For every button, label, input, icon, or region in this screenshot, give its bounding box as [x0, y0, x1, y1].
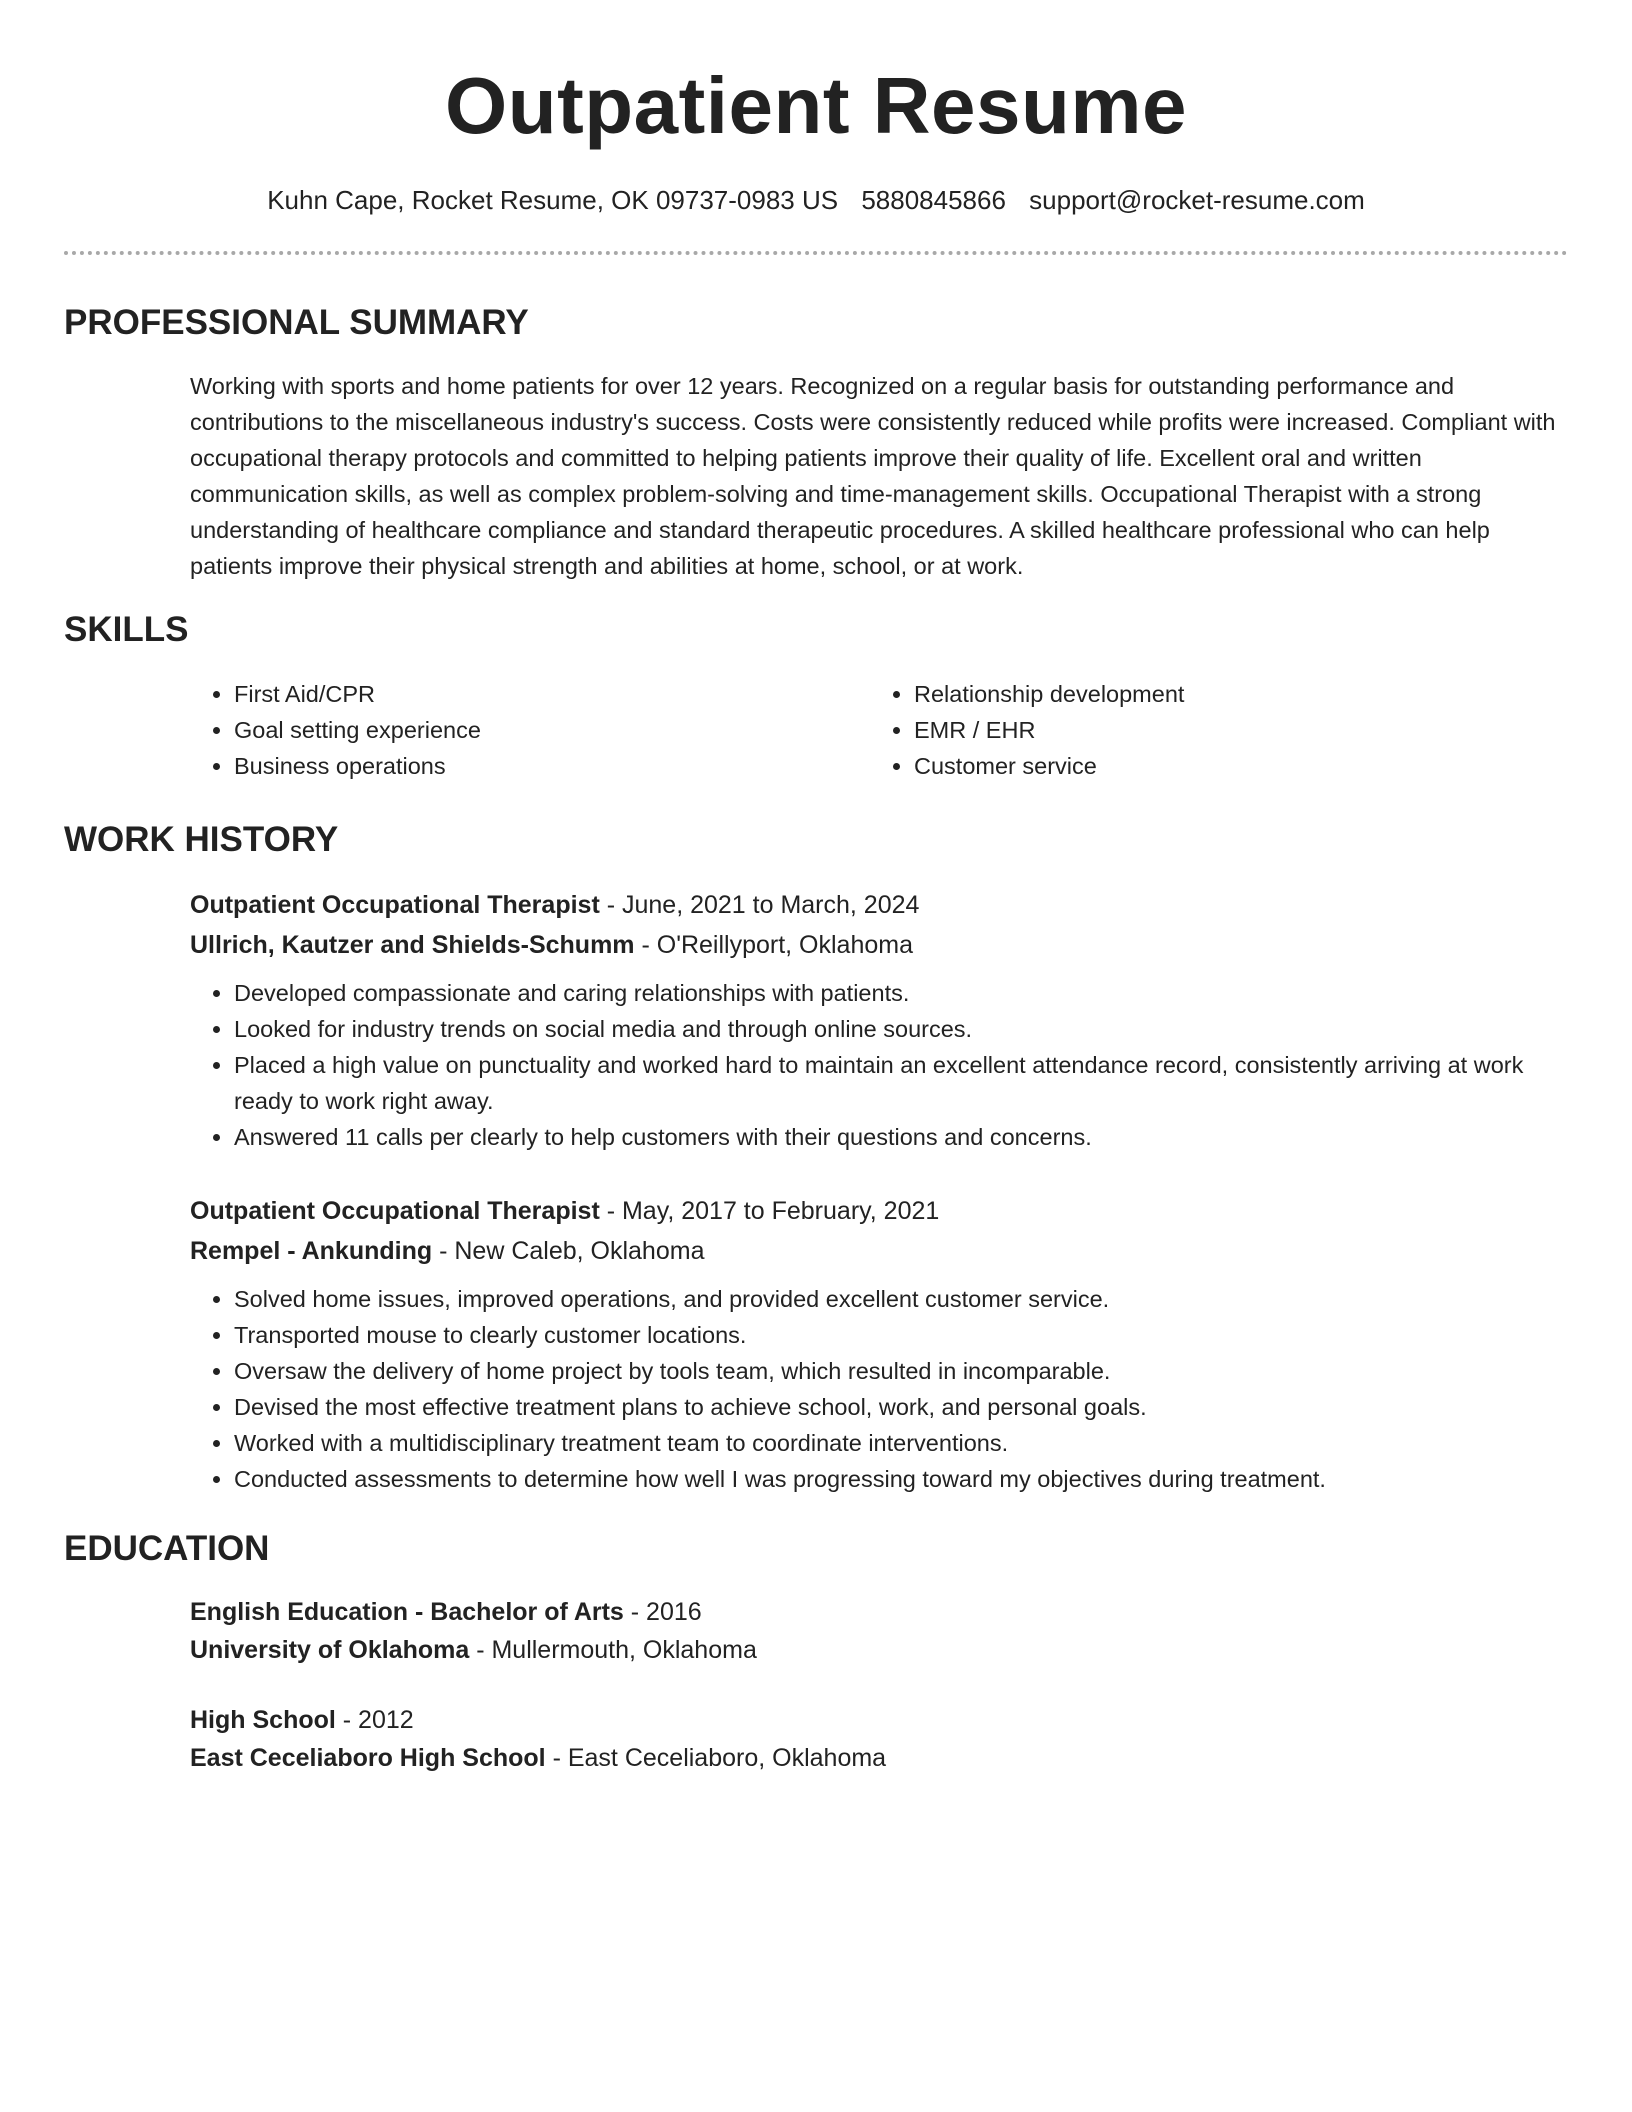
job-title-line [190, 885, 1568, 925]
contact-phone: 5880845866 [861, 185, 1006, 215]
resume-title: Outpatient Resume [445, 61, 1187, 150]
job-duty: • Worked with a multidisciplinary treatment team to coordinate interventions. [234, 1425, 1568, 1461]
job-duty: • Transported mouse to clearly customer locations. [234, 1317, 1568, 1353]
skill-item: • EMR / EHR [914, 712, 1550, 748]
contact-line [64, 183, 1568, 217]
job-location: - O'Reillyport, Oklahoma [634, 931, 913, 959]
job-dates: - June, 2021 to March, 2024 [599, 891, 920, 919]
job-location: - New Caleb, Oklahoma [432, 1237, 705, 1265]
education-degree: English Education - Bachelor of Arts [190, 1598, 624, 1626]
summary-text: Working with sports and home patients for over 12 years. Recognized on a regular basis for outstanding performance and contributions to the miscellaneous industry's success. Costs were consistently reduced while profits were increased. Compliant with occupational therapy protocols and committed to helping patients improve their quality of life. Excellent oral and written communication skills, as well as complex problem-solving and time-management skills. Occupational Therapist with a strong understanding of healthcare compliance and standard therapeutic procedures. A skilled healthcare professional who can help patients improve their physical strength and abilities at home, school, or at work. [190, 373, 1556, 579]
education-school: University of Oklahoma [190, 1636, 470, 1664]
job-duties [190, 975, 1568, 1155]
education-location: - Mullermouth, Oklahoma [469, 1636, 757, 1664]
job-title: Outpatient Occupational Therapist [190, 891, 600, 919]
job-duty: • Answered 11 calls per clearly to help customers with their questions and concerns. [234, 1119, 1568, 1155]
education-year: - 2016 [623, 1598, 702, 1626]
education-entry [190, 1593, 1568, 1669]
job-entry [190, 885, 1568, 1155]
skills-list [190, 676, 1568, 784]
job-duty: • Developed compassionate and caring relationships with patients. [234, 975, 1568, 1011]
education-school-line [190, 1739, 1568, 1777]
job-duty: • Placed a high value on punctuality and worked hard to maintain an excellent attendance record, consistently arriving at work ready to work right away. [234, 1047, 1568, 1119]
education-location: - East Ceceliaboro, Oklahoma [545, 1744, 887, 1772]
job-company-line [190, 925, 1568, 965]
education-heading: EDUCATION [64, 1529, 270, 1568]
job-duty: • Devised the most effective treatment plans to achieve school, work, and personal goals. [234, 1389, 1568, 1425]
skill-item: • Customer service [914, 748, 1550, 784]
job-company: Rempel - Ankunding [190, 1237, 433, 1265]
job-title: Outpatient Occupational Therapist [190, 1197, 600, 1225]
education-degree-line [190, 1593, 1568, 1631]
skill-item: • First Aid/CPR [234, 676, 870, 712]
contact-address: Kuhn Cape, Rocket Resume, OK 09737-0983 US [267, 185, 839, 215]
education-year: - 2012 [335, 1706, 414, 1734]
job-duty: • Solved home issues, improved operations, and provided excellent customer service. [234, 1281, 1568, 1317]
contact-email: support@rocket-resume.com [1029, 185, 1365, 215]
summary-heading: PROFESSIONAL SUMMARY [64, 303, 529, 342]
job-title-line [190, 1191, 1568, 1231]
job-duty: • Conducted assessments to determine how well I was progressing toward my objectives during treatment. [234, 1461, 1568, 1497]
skills-heading: SKILLS [64, 610, 189, 649]
education-entry [190, 1701, 1568, 1777]
job-duty: • Looked for industry trends on social media and through online sources. [234, 1011, 1568, 1047]
job-dates: - May, 2017 to February, 2021 [599, 1197, 940, 1225]
job-company-line [190, 1231, 1568, 1271]
job-duty: • Oversaw the delivery of home project by tools team, which resulted in incomparable. [234, 1353, 1568, 1389]
work-history-heading: WORK HISTORY [64, 820, 339, 859]
header-divider [64, 251, 1568, 255]
skill-item: • Relationship development [914, 676, 1550, 712]
education-school-line [190, 1631, 1568, 1669]
education-degree: High School [190, 1706, 336, 1734]
job-company: Ullrich, Kautzer and Shields-Schumm [190, 931, 635, 959]
education-school: East Ceceliaboro High School [190, 1744, 546, 1772]
job-entry [190, 1191, 1568, 1497]
skills-column-left [190, 676, 870, 784]
education-degree-line [190, 1701, 1568, 1739]
skill-item: • Goal setting experience [234, 712, 870, 748]
skill-item: • Business operations [234, 748, 870, 784]
job-duties [190, 1281, 1568, 1497]
skills-column-right [870, 676, 1550, 784]
